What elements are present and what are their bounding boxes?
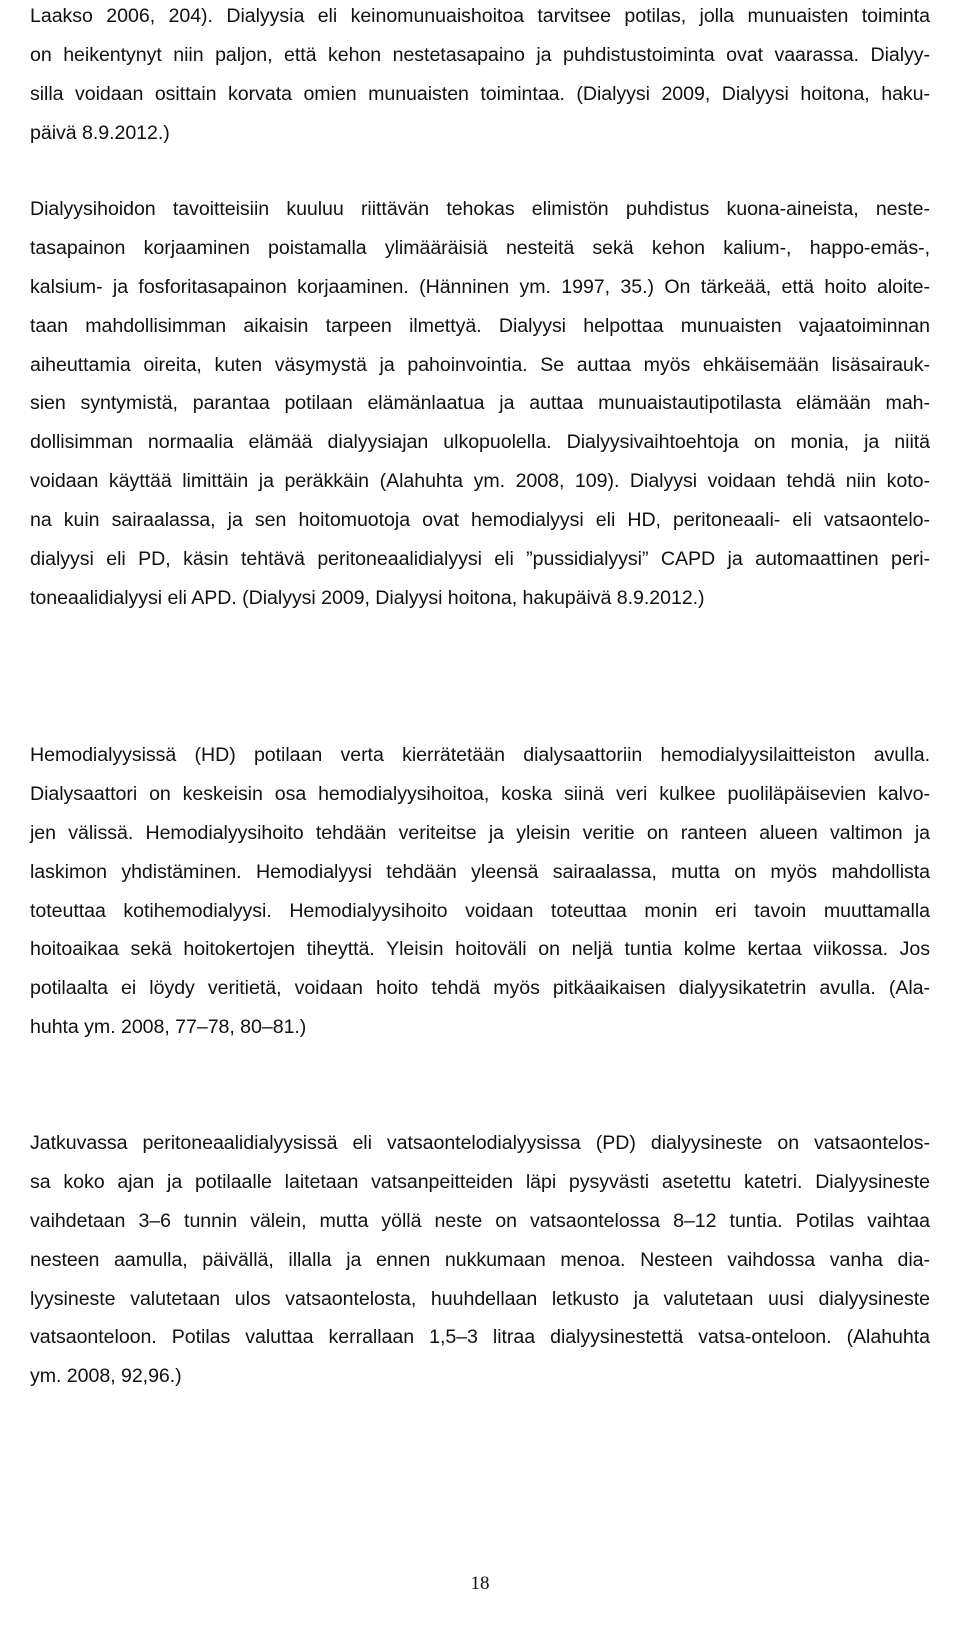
page-number: 18 [470,1573,490,1594]
text-line: potilaalta ei löydy veritietä, voidaan hoito tehdä myös pitkäaikaisen dialyysikatetrin avulla. (Ala- [30,977,930,1000]
text-line: huhta ym. 2008, 77–78, 80–81.) [30,1016,307,1039]
text-line: toteuttaa kotihemodialyysi. Hemodialyysihoito voidaan toteuttaa monin eri tavoin muuttamalla [30,899,930,922]
text-line: vaihdetaan 3–6 tunnin välein, mutta yöllä neste on vatsaontelossa 8–12 tuntia. Potilas vaihtaa [30,1209,930,1232]
text-line: Dialysaattori on keskeisin osa hemodialyysihoitoa, koska siinä veri kulkee puoliläpäisevien kalvo- [30,782,930,805]
paragraph-hemodialysis [30,736,930,1047]
text-line: dialyysi eli PD, käsin tehtävä peritoneaalidialyysi eli ”pussidialyysi” CAPD ja automaattinen peri- [30,548,930,571]
text-line: sa koko ajan ja potilaalle laitetaan vatsanpeitteiden läpi pysyvästi asetettu katetri. Dialyysineste [30,1170,930,1193]
text-line: toneaalidialyysi eli APD. (Dialyysi 2009, Dialyysi hoitona, hakupäivä 8.9.2012.) [30,586,705,609]
text-line: Laakso 2006, 204). Dialyysia eli keinomunuaishoitoa tarvitsee potilas, jolla munuaisten toiminta [30,5,930,27]
paragraph-peritoneal-dialysis [30,1124,930,1396]
text-line: sien syntymistä, parantaa potilaan elämänlaatua ja auttaa munuaistautipotilasta elämään mah- [30,392,930,415]
text-line: laskimon yhdistäminen. Hemodialyysi tehdään yleensä sairaalassa, mutta on myös mahdollista [30,860,930,883]
text-line: na kuin sairaalassa, ja sen hoitomuotoja ovat hemodialyysi eli HD, peritoneaali- eli vatsaontelo- [30,509,930,532]
text-line: tasapainon korjaaminen poistamalla ylimääräisiä nesteitä sekä kehon kalium-, happo-emäs-, [30,236,930,259]
text-line: Hemodialyysissä (HD) potilaan verta kierrätetään dialysaattoriin hemodialyysilaitteiston avulla. [30,744,930,766]
text-line: hoitoaikaa sekä hoitokertojen tiheyttä. Yleisin hoitoväli on neljä tuntia kolme kertaa viikossa. Jos [30,938,930,961]
paragraph-dialysis-definition [30,0,930,153]
text-line: Dialyysihoidon tavoitteisiin kuuluu riittävän tehokas elimistön puhdistus kuona-aineista, neste- [30,198,930,220]
text-line: ym. 2008, 92,96.) [30,1365,182,1388]
text-line: jen välissä. Hemodialyysihoito tehdään veriteitse ja yleisin veritie on ranteen alueen valtimon ja [30,821,930,844]
text-line: voidaan käyttää limittäin ja peräkkäin (Alahuhta ym. 2008, 109). Dialyysi voidaan tehdä niin koto- [30,470,930,493]
text-line: Jatkuvassa peritoneaalidialyysissä eli vatsaontelodialyysissa (PD) dialyysineste on vatsaontelos- [30,1132,930,1154]
text-line: dollisimman normaalia elämää dialyysiajan ulkopuolella. Dialyysivaihtoehtoja on monia, ja niitä [30,431,930,454]
paragraph-dialysis-goals [30,190,930,618]
text-line: kalsium- ja fosforitasapainon korjaaminen. (Hänninen ym. 1997, 35.) On tärkeää, että hoito aloite- [30,275,930,298]
text-line: lyysineste valutetaan ulos vatsaontelosta, huuhdellaan letkusto ja valutetaan uusi dialyysineste [30,1287,930,1310]
text-line: aiheuttamia oireita, kuten väsymystä ja pahoinvointia. Se auttaa myös ehkäisemään lisäsairauk- [30,353,930,376]
text-line: silla voidaan osittain korvata omien munuaisten toimintaa. (Dialyysi 2009, Dialyysi hoitona, haku- [30,82,930,105]
text-line: vatsaonteloon. Potilas valuttaa kerrallaan 1,5–3 litraa dialyysinestettä vatsa-onteloon. (Alahuhta [30,1326,930,1349]
text-line: päivä 8.9.2012.) [30,121,170,144]
text-line: nesteen aamulla, päivällä, illalla ja ennen nukkumaan menoa. Nesteen vaihdossa vanha dia- [30,1248,930,1271]
text-line: on heikentynyt niin paljon, että kehon nestetasapaino ja puhdistustoiminta ovat vaarassa. Dialyy- [30,43,930,66]
text-line: taan mahdollisimman aikaisin tarpeen ilmettyä. Dialyysi helpottaa munuaisten vajaatoiminnan [30,314,930,337]
